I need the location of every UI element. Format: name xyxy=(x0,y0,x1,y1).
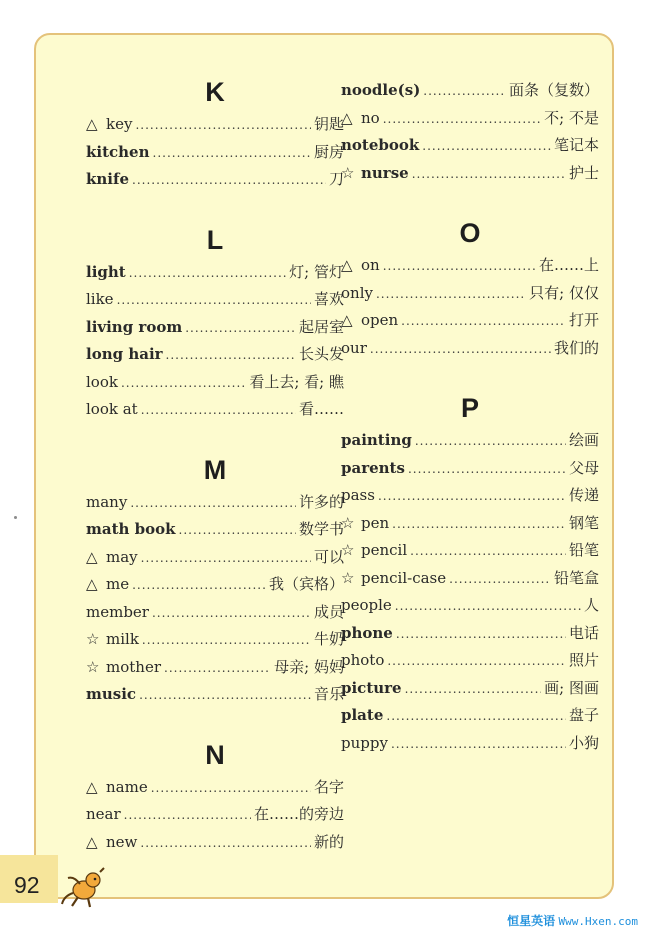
entry-word: noodle(s) xyxy=(341,81,421,99)
entry-word: notebook xyxy=(341,136,420,154)
entry-translation: 在……上 xyxy=(538,256,599,274)
entry-word: kitchen xyxy=(86,142,150,161)
entry-word: picture xyxy=(341,678,402,697)
entry-translation: 人 xyxy=(583,596,599,614)
entry-translation: 母亲; 妈妈 xyxy=(274,657,344,676)
entry-word: look xyxy=(86,372,118,391)
dot-leader xyxy=(166,341,296,370)
dot-leader xyxy=(140,829,311,858)
entry-translation: 长头发 xyxy=(298,345,344,363)
triangle-icon: △ xyxy=(86,777,98,796)
dot-leader xyxy=(164,654,271,683)
glossary-entry xyxy=(341,482,599,510)
footer-brand: 恒星英语 xyxy=(507,914,556,928)
dot-leader xyxy=(121,369,246,398)
dot-leader xyxy=(129,259,286,288)
entry-word: pencil xyxy=(361,541,408,559)
entry-word: nurse xyxy=(361,163,409,182)
dot-leader xyxy=(401,307,566,336)
dot-leader xyxy=(410,537,566,566)
entry-word: no xyxy=(361,108,380,127)
dot-leader xyxy=(135,111,311,140)
entry-word: pencil-case xyxy=(361,568,447,587)
entry-translation: 打开 xyxy=(568,311,599,329)
glossary-entry xyxy=(341,647,599,675)
entry-word: music xyxy=(86,685,137,703)
glossary-entry xyxy=(86,314,344,342)
entry-translation: 名字 xyxy=(313,777,344,796)
entry-word: pen xyxy=(361,513,390,532)
glossary-entry xyxy=(341,702,599,730)
entry-translation: 我们的 xyxy=(553,338,599,357)
entry-translation: 刀 xyxy=(328,170,344,188)
entry-word: mother xyxy=(106,657,161,676)
entry-word: on xyxy=(361,256,380,274)
glossary-entry xyxy=(86,396,344,424)
entry-translation: 音乐 xyxy=(313,685,344,703)
glossary-entry xyxy=(86,544,344,572)
dot-leader xyxy=(370,335,551,364)
entry-word: open xyxy=(361,311,399,329)
dot-leader xyxy=(139,681,311,710)
glossary-entry xyxy=(86,571,344,599)
triangle-icon: △ xyxy=(86,547,98,566)
triangle-icon: △ xyxy=(86,832,98,851)
entry-word: pass xyxy=(341,486,375,504)
entry-translation: 灯; 管灯 xyxy=(289,262,344,281)
dot-leader xyxy=(179,516,296,545)
entry-word: living room xyxy=(86,317,183,336)
glossary-entry xyxy=(341,132,599,160)
entry-translation: 护士 xyxy=(568,163,599,182)
entry-translation: 可以 xyxy=(313,547,344,566)
triangle-icon: △ xyxy=(86,115,98,133)
dot-leader xyxy=(141,544,311,573)
glossary-entry xyxy=(341,280,599,308)
glossary-entry xyxy=(341,537,599,565)
dot-leader xyxy=(151,774,311,803)
glossary-entry xyxy=(86,829,344,857)
glossary-entry xyxy=(86,166,344,194)
entry-translation: 小狗 xyxy=(568,733,599,752)
triangle-icon: △ xyxy=(341,256,353,274)
dot-leader xyxy=(408,455,566,484)
entry-translation: 面条（复数） xyxy=(508,81,599,99)
entry-translation: 照片 xyxy=(568,651,599,669)
glossary-entry xyxy=(341,105,599,133)
entry-translation: 电话 xyxy=(568,623,599,642)
entry-translation: 数学书 xyxy=(298,520,344,538)
dot-leader xyxy=(132,166,326,195)
entry-word: our xyxy=(341,338,367,357)
glossary-entry xyxy=(341,565,599,593)
glossary-entry xyxy=(86,599,344,627)
dot-leader xyxy=(391,730,566,759)
dot-leader xyxy=(412,160,566,189)
glossary-entry xyxy=(341,307,599,335)
dot-leader xyxy=(392,510,566,539)
entry-word: only xyxy=(341,283,373,302)
glossary-entry xyxy=(341,455,599,483)
entry-word: look at xyxy=(86,400,138,418)
entry-word: like xyxy=(86,290,114,308)
entry-word: painting xyxy=(341,431,412,449)
entry-translation: 父母 xyxy=(568,458,599,477)
dot-leader xyxy=(130,489,296,518)
entry-translation: 成员 xyxy=(313,602,344,621)
glossary-entry xyxy=(341,252,599,280)
glossary-entry xyxy=(86,369,344,397)
glossary-entry xyxy=(86,626,344,654)
entry-translation: 新的 xyxy=(313,832,344,851)
entry-word: member xyxy=(86,602,149,621)
left-column xyxy=(86,73,344,856)
entry-translation: 铅笔盒 xyxy=(553,568,599,587)
glossary-entry xyxy=(341,77,599,105)
site-footer xyxy=(507,912,638,929)
entry-translation: 画; 图画 xyxy=(544,678,599,697)
footer-site: Www.Hxen.com xyxy=(558,915,638,928)
section-letter: L xyxy=(206,224,224,255)
entry-translation: 钥匙 xyxy=(313,115,344,133)
glossary-entry xyxy=(341,160,599,188)
glossary-entry xyxy=(86,681,344,709)
margin-dot xyxy=(14,516,17,519)
entry-word: math book xyxy=(86,520,176,538)
glossary-entry xyxy=(341,620,599,648)
entry-translation: 传递 xyxy=(568,486,599,504)
section-letter: N xyxy=(205,739,225,770)
dot-leader xyxy=(386,702,566,731)
dot-leader xyxy=(376,280,526,309)
dot-leader xyxy=(117,286,311,315)
entry-translation: 铅笔 xyxy=(568,541,599,559)
glossary-panel xyxy=(34,33,614,899)
section-letter: P xyxy=(460,393,479,423)
entry-translation: 看…… xyxy=(298,400,344,418)
star-icon: ☆ xyxy=(86,630,100,648)
entry-translation: 看上去; 看; 瞧 xyxy=(249,372,344,391)
dot-leader xyxy=(142,626,311,655)
entry-word: knife xyxy=(86,170,129,188)
dot-leader xyxy=(396,620,566,649)
glossary-entry xyxy=(86,801,344,829)
dot-leader xyxy=(141,396,296,425)
section-letter: O xyxy=(459,218,481,248)
dot-leader xyxy=(422,132,551,161)
page-number: 92 xyxy=(14,872,40,898)
triangle-icon: △ xyxy=(341,108,353,127)
entry-word: long hair xyxy=(86,345,163,363)
dot-leader xyxy=(387,647,566,676)
entry-translation: 钢笔 xyxy=(568,513,599,532)
dot-leader xyxy=(152,599,311,628)
entry-word: plate xyxy=(341,706,384,724)
entry-word: milk xyxy=(106,630,139,648)
entry-translation: 盘子 xyxy=(568,706,599,724)
entry-word: puppy xyxy=(341,733,388,752)
right-column xyxy=(341,77,599,757)
glossary-entry xyxy=(341,427,599,455)
star-icon: ☆ xyxy=(341,541,355,559)
entry-word: new xyxy=(106,832,138,851)
entry-translation: 我（宾格） xyxy=(268,575,344,593)
glossary-entry xyxy=(86,139,344,167)
glossary-entry xyxy=(341,730,599,758)
dot-leader xyxy=(185,314,296,343)
entry-translation: 起居室 xyxy=(298,317,344,336)
entry-word: people xyxy=(341,596,392,614)
entry-word: may xyxy=(106,547,138,566)
star-icon: ☆ xyxy=(341,568,355,587)
star-icon: ☆ xyxy=(86,657,100,676)
glossary-entry xyxy=(341,592,599,620)
dot-leader xyxy=(383,105,541,134)
entry-word: parents xyxy=(341,458,405,477)
entry-word: key xyxy=(106,115,133,133)
entry-translation: 牛奶 xyxy=(313,630,344,648)
dot-leader xyxy=(124,801,251,830)
glossary-entry xyxy=(341,510,599,538)
triangle-icon: △ xyxy=(341,311,353,329)
glossary-entry xyxy=(341,335,599,363)
dot-leader xyxy=(153,139,311,168)
glossary-entry xyxy=(86,516,344,544)
dot-leader xyxy=(405,675,542,704)
entry-translation: 厨房 xyxy=(313,142,344,161)
dot-leader xyxy=(395,592,581,621)
entry-translation: 不; 不是 xyxy=(544,108,599,127)
section-letter: M xyxy=(203,454,227,485)
entry-word: phone xyxy=(341,623,393,642)
glossary-entry xyxy=(86,774,344,802)
entry-translation: 只有; 仅仅 xyxy=(529,283,599,302)
dot-leader xyxy=(378,482,566,511)
triangle-icon: △ xyxy=(86,575,98,593)
star-icon: ☆ xyxy=(341,163,355,182)
monkey-mascot-icon xyxy=(60,866,106,908)
section-letter: K xyxy=(205,77,225,107)
entry-translation: 绘画 xyxy=(568,431,599,449)
star-icon: ☆ xyxy=(341,513,355,532)
glossary-entry xyxy=(86,489,344,517)
dot-leader xyxy=(423,77,506,106)
entry-translation: 笔记本 xyxy=(553,136,599,154)
glossary-entry xyxy=(86,341,344,369)
entry-word: photo xyxy=(341,651,385,669)
entry-translation: 许多的 xyxy=(298,492,344,511)
glossary-entry xyxy=(86,286,344,314)
dot-leader xyxy=(449,565,551,594)
entry-translation: 喜欢 xyxy=(313,290,344,308)
entry-word: near xyxy=(86,805,121,823)
dot-leader xyxy=(132,571,266,600)
dot-leader xyxy=(383,252,536,281)
glossary-entry xyxy=(86,259,344,287)
glossary-entry xyxy=(86,111,344,139)
entry-translation: 在……的旁边 xyxy=(253,805,344,823)
entry-word: many xyxy=(86,492,128,511)
dot-leader xyxy=(415,427,566,456)
entry-word: me xyxy=(106,575,130,593)
glossary-entry xyxy=(86,654,344,682)
entry-word: name xyxy=(106,777,148,796)
glossary-entry xyxy=(341,675,599,703)
entry-word: light xyxy=(86,262,126,281)
